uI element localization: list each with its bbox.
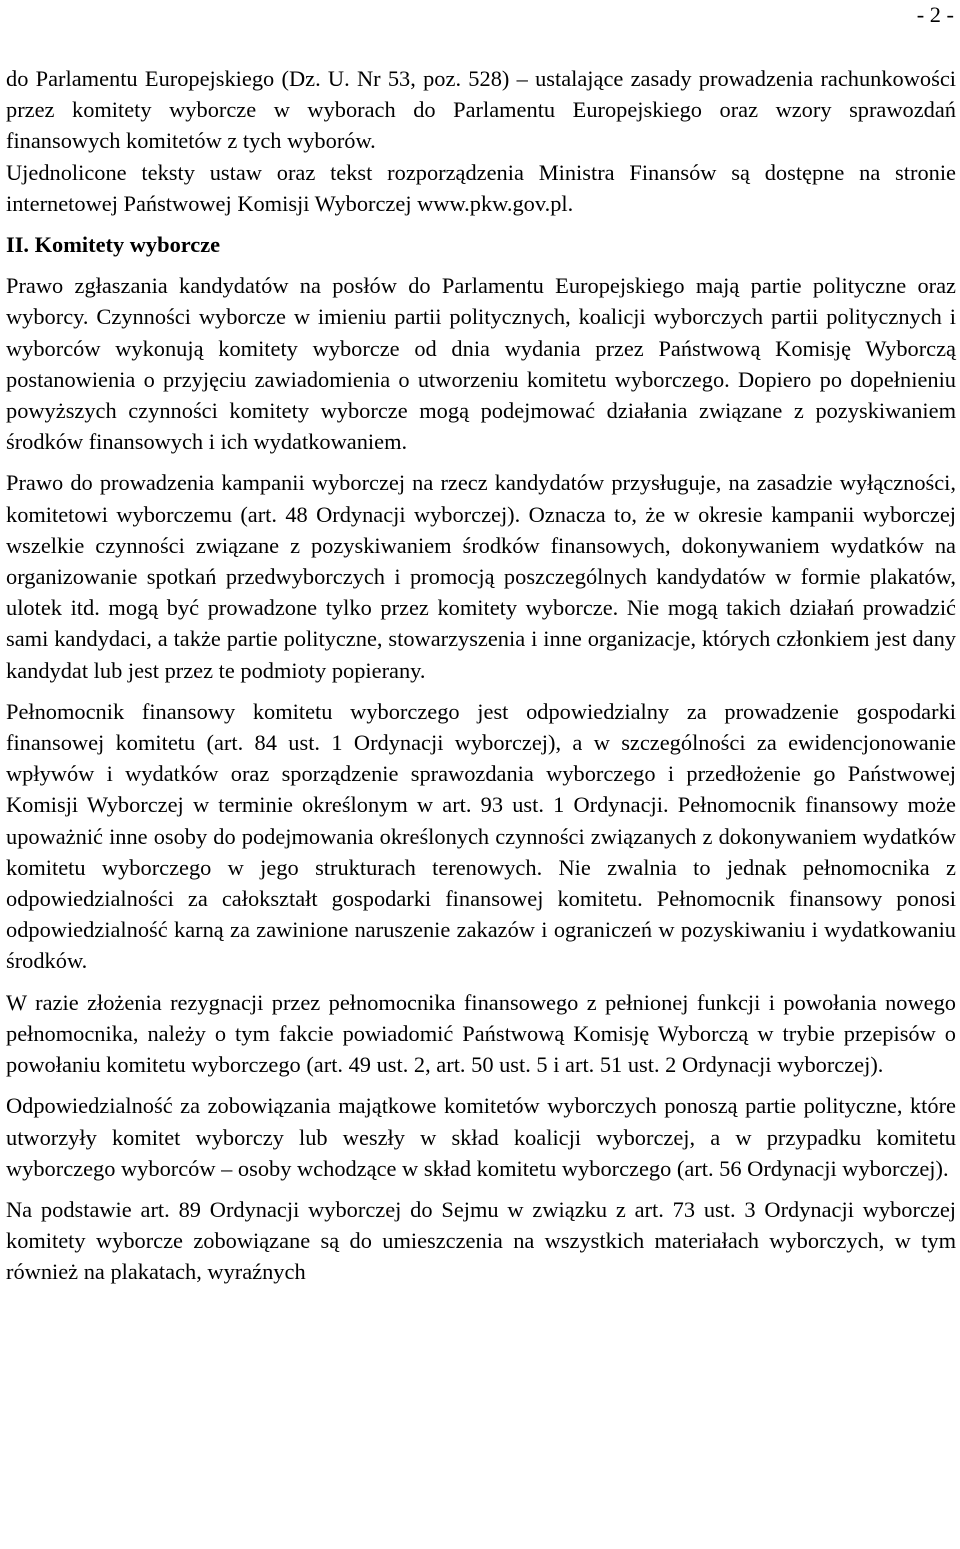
page-number: - 2 - [916, 2, 954, 27]
paragraph-liability: Odpowiedzialność za zobowiązania majątkowe komitetów wyborczych ponoszą partie polityczne, które utworzyły komitet wyborczy lub weszły w skład koalicji wyborczej, a w przypadku komitetu wyborczego wyborców – osoby wchodzące w skład komitetu wyborczego (art. 56 Ordynacji wyborczej). [6, 1093, 956, 1181]
section-heading: II. Komitety wyborcze [6, 232, 221, 258]
document-page [6, 0, 956, 1549]
paragraph-labeling: Na podstawie art. 89 Ordynacji wyborczej do Sejmu w związku z art. 73 ust. 3 Ordynacji wyborczej komitety wyborcze zobowiązane są do umieszczenia na wszystkich materiałach wyborczych, w tym również na plakatach, wyraźnych [6, 1196, 956, 1285]
paragraph-nomination-rights: Prawo zgłaszania kandydatów na posłów do Parlamentu Europejskiego mają partie polityczne oraz wyborcy. Czynności wyborcze w imieniu partii politycznych, koalicji wyborczych partii politycznych i wyborców wykonują komitety wyborcze od dnia wydania przez Państwową Komisję Wyborczą postanowienia o przyjęciu zawiadomienia o utworzeniu komitetu wyborczego. Dopiero po dopełnieniu powyższych czynności komitety wyborcze mogą podejmować działania związane z pozyskiwaniem środków finansowych i ich wydatkowaniem. [6, 273, 956, 455]
paragraph-continuation: do Parlamentu Europejskiego (Dz. U. Nr 53, poz. 528) – ustalające zasady prowadzenia rachunkowości przez komitety wyborcze w wyborach do Parlamentu Europejskiego oraz wzory sprawozdań finansowych komitetów z tych wyborów. [6, 66, 956, 154]
paragraph-campaign-rights: Prawo do prowadzenia kampanii wyborczej na rzecz kandydatów przysługuje, na zasadzie wyłączności, komitetowi wyborczemu (art. 48 Ordynacji wyborczej). Oznacza to, że w okresie kampanii wyborczej wszelkie czynności związane z pozyskiwaniem środków finansowych, dokonywaniem wydatków na organizowanie spotkań przedwyborczych i promocją poszczególnych kandydatów w formie plakatów, ulotek itd. mogą być prowadzone tylko przez komitety wyborcze. Nie mogą takich działań prowadzić sami kandydaci, a także partie polityczne, stowarzyszenia i inne organizacje, których członkiem jest dany kandydat lub jest przez te podmioty popierany. [6, 470, 956, 683]
paragraph-consolidated-texts: Ujednolicone teksty ustaw oraz tekst rozporządzenia Ministra Finansów są dostępne na stronie internetowej Państwowej Komisji Wyborczej www.pkw.gov.pl. [6, 159, 956, 216]
paragraph-financial-agent: Pełnomocnik finansowy komitetu wyborczego jest odpowiedzialny za prowadzenie gospodarki finansowej komitetu (art. 84 ust. 1 Ordynacji wyborczej), a w szczególności za ewidencjonowanie wpływów i wydatków oraz sporządzenie sprawozdania wyborczego i przedłożenie go Państwowej Komisji Wyborczej w terminie określonym w art. 93 ust. 1 Ordynacji. Pełnomocnik finansowy może upoważnić inne osoby do podejmowania określonych czynności związanych z dokonywaniem wydatków komitetu wyborczego w jego strukturach terenowych. Nie zwalnia to jednak pełnomocnika z odpowiedzialności za całokształt gospodarki finansowej komitetu. Pełnomocnik finansowy ponosi odpowiedzialność karną za zawinione naruszenie zakazów i ograniczeń w pozyskiwaniu i wydatkowaniu środków. [6, 698, 956, 974]
document-body [6, 63, 956, 1298]
paragraph-resignation: W razie złożenia rezygnacji przez pełnomocnika finansowego z pełnionej funkcji i powołania nowego pełnomocnika, należy o tym fakcie powiadomić Państwową Komisję Wyborczą w trybie przepisów o powołaniu komitetu wyborczego (art. 49 ust. 2, art. 50 ust. 5 i art. 51 ust. 2 Ordynacji wyborczej). [6, 989, 956, 1078]
